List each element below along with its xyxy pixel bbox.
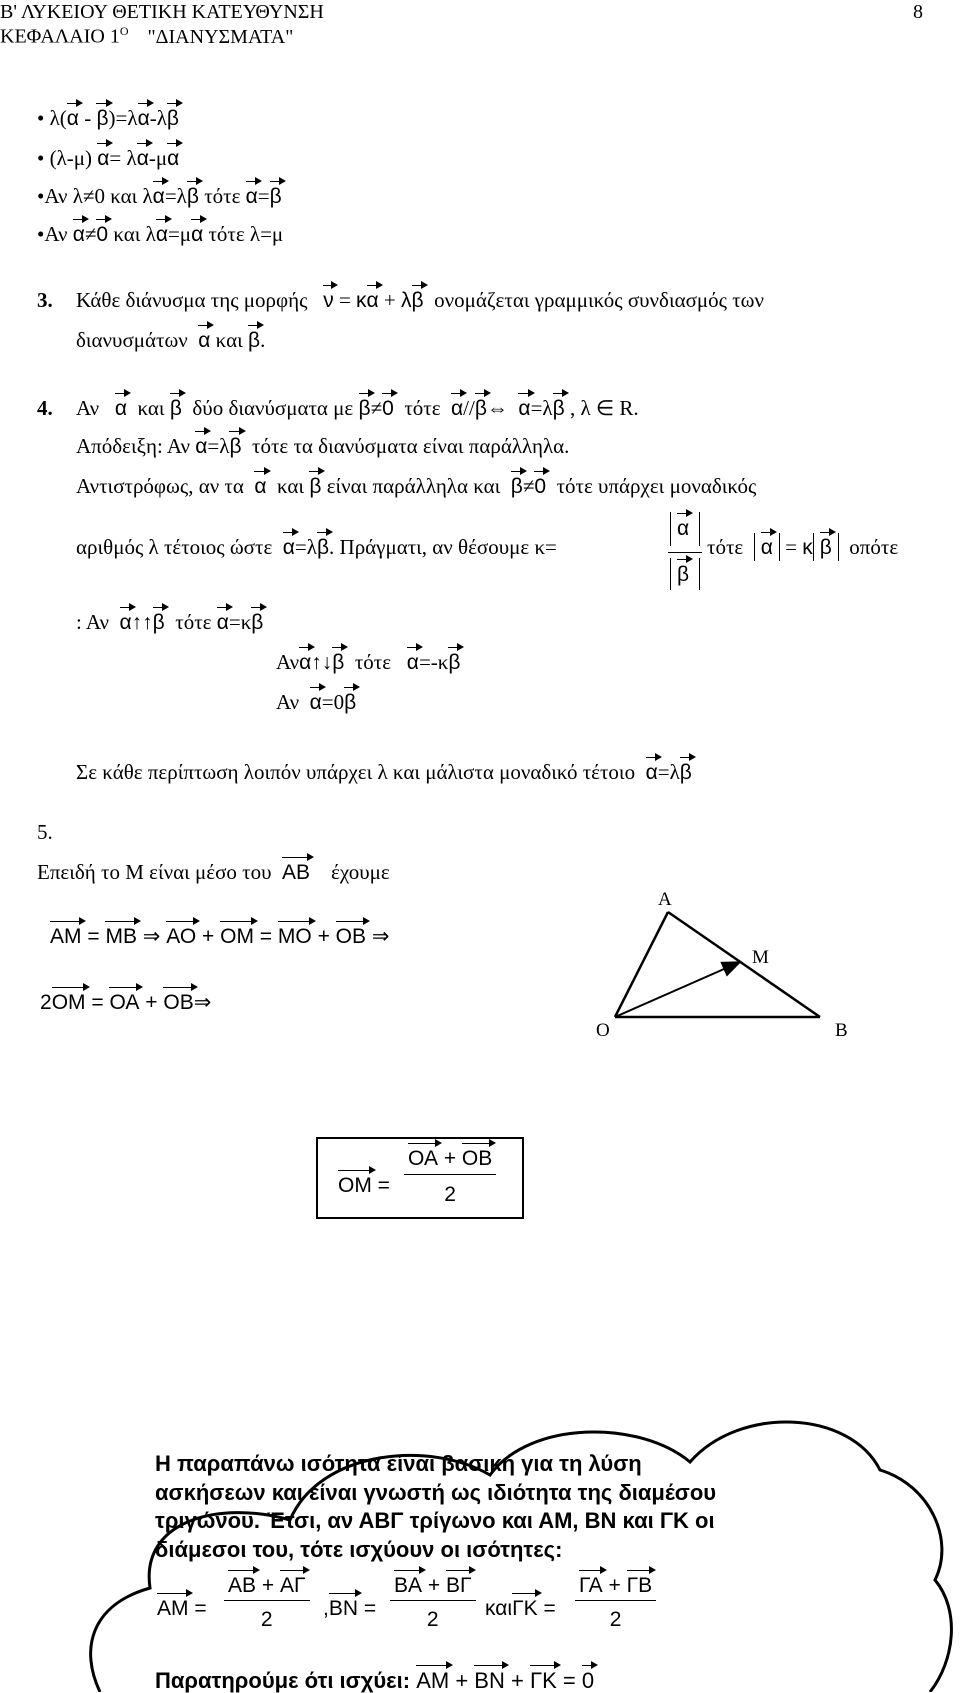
item-5-intro: Επειδή το Μ είναι μέσο του ΑΒ έχουμε bbox=[37, 860, 390, 884]
page-number: 8 bbox=[913, 1, 923, 23]
vec-alpha: α bbox=[136, 147, 149, 170]
boxed-lhs: ΟΜ = bbox=[338, 1174, 390, 1197]
vec-beta: β bbox=[411, 289, 424, 312]
equation-1: ΑΜ = ΜΒ ⇒ ΑΟ + ΟΜ = ΜΟ + ΟΒ ⇒ bbox=[50, 925, 390, 948]
bullet-2: • (λ-μ) α= λα-μα bbox=[37, 146, 180, 170]
cloud-formula-3: καιΓΚ = bbox=[485, 1597, 556, 1620]
side-OA bbox=[615, 912, 668, 1017]
cloud-frac-1: ΑΒ + ΑΓ 2 bbox=[224, 1575, 310, 1630]
vec-alpha: α bbox=[97, 147, 110, 170]
vec-beta: β bbox=[186, 185, 199, 208]
chapter-title: "ΔΙΑΝΥΣΜΑΤΑ" bbox=[147, 25, 294, 48]
cloud-last-line: Παρατηρούμε ότι ισχύει: ΑΜ + ΒΝ + ΓΚ = 0 bbox=[155, 1668, 595, 1693]
vec-beta: β bbox=[247, 329, 261, 352]
boxed-fraction: ΟΑ + ΟΒ 2 bbox=[404, 1148, 496, 1205]
cloud-paragraph: Η παραπάνω ισότητα είναι βασική για τη λύση ασκήσεων και είναι γνωστή ως ιδιότητα της διαμέσου τριγώνου. Έτσι, αν ΑΒΓ τρίγωνο και ΑΜ, ΒΝ και ΓΚ οι διάμεσοι του, τότε ισχύουν οι ισότητες: bbox=[155, 1451, 717, 1562]
vec-zero: 0 bbox=[96, 223, 109, 246]
cloud-formula-2: ,ΒΝ = bbox=[323, 1597, 377, 1620]
vec-alpha: α bbox=[245, 185, 258, 208]
cloud-frac-3: ΓΑ + ΓΒ 2 bbox=[575, 1575, 656, 1630]
label-M: Μ bbox=[752, 947, 769, 968]
item-4-proof: Απόδειξη: Αν α=λβ τότε τα διανύσματα είναι παράλληλα. bbox=[76, 434, 570, 458]
vec-alpha: α bbox=[198, 329, 211, 352]
bullet-1: • λ(α - β)=λα-λβ bbox=[37, 106, 179, 130]
vec-alpha: α bbox=[152, 185, 165, 208]
vec-alpha: α bbox=[191, 223, 204, 246]
vec-nu: ν bbox=[323, 289, 334, 312]
equation-2: 2ΟΜ = ΟΑ + ΟΒ⇒ bbox=[40, 991, 212, 1014]
label-O: Ο bbox=[596, 1020, 610, 1041]
median-OM bbox=[615, 962, 740, 1017]
chapter-superscript: Ο bbox=[119, 24, 129, 38]
label-B: Β bbox=[835, 1020, 848, 1041]
item-4-number-line: αριθμός λ τέτοιος ώστε α=λβ. Πράγματι, αν θέσουμε κ= bbox=[76, 535, 557, 559]
vec-alpha: α bbox=[366, 289, 379, 312]
item-5-number: 5. bbox=[37, 820, 53, 844]
case-zero: Αν α=0β bbox=[276, 690, 357, 714]
bullet-3: •Αν λ≠0 και λα=λβ τότε α=β bbox=[37, 184, 282, 208]
chapter-label: ΚΕΦΑΛΑΙΟ 1 bbox=[0, 25, 120, 48]
item-3-number: 3. bbox=[37, 288, 53, 312]
header-left-line1: Β' ΛΥΚΕΙΟΥ ΘΕΤΙΚΗ ΚΑΤΕΥΘΥΝΣΗ bbox=[0, 1, 324, 23]
item-4-then: τότε α = κ β οπότε bbox=[707, 535, 899, 559]
vec-alpha: α bbox=[137, 107, 150, 130]
cloud-frac-2: ΒΑ + ΒΓ 2 bbox=[390, 1575, 476, 1630]
vec-beta: β bbox=[269, 185, 282, 208]
vec-alpha: α bbox=[66, 107, 79, 130]
vec-alpha: α bbox=[72, 223, 85, 246]
cloud-formulas: ΑΜ = bbox=[157, 1597, 207, 1620]
vec-alpha: α bbox=[167, 147, 180, 170]
vec-beta: β bbox=[96, 107, 109, 130]
item-4-line1: Αν α και β δύο διανύσματα με β≠0 τότε α//β⇔ α=λβ , λ ∈ R. bbox=[76, 396, 639, 420]
item-4-number: 4. bbox=[37, 396, 53, 420]
case-same-direction: : Αν α↑↑β τότε α=κβ bbox=[76, 610, 264, 634]
item-3-line1: Κάθε διάνυσμα της μορφής ν = κα + λβ ονομάζεται γραμμικός συνδιασμός των bbox=[76, 288, 764, 312]
label-A: Α bbox=[658, 889, 672, 910]
vec-beta: β bbox=[166, 107, 179, 130]
item-4-conclusion: Σε κάθε περίπτωση λοιπόν υπάρχει λ και μάλιστα μοναδικό τέτοιο α=λβ bbox=[76, 760, 692, 784]
side-AB bbox=[668, 912, 820, 1017]
bullet-4: •Αν α≠0 και λα=μα τότε λ=μ bbox=[37, 222, 284, 246]
item-4-converse: Αντιστρόφως, αν τα α και β είναι παράλληλα και β≠0 τότε υπάρχει μοναδικός bbox=[76, 474, 757, 498]
vec-alpha: α bbox=[155, 223, 168, 246]
case-opposite-direction: Ανα↑↓β τότε α=-κβ bbox=[276, 650, 461, 674]
item-3-line2: διανυσμάτων α και β. bbox=[76, 328, 266, 352]
header-left-line2 bbox=[0, 25, 293, 47]
